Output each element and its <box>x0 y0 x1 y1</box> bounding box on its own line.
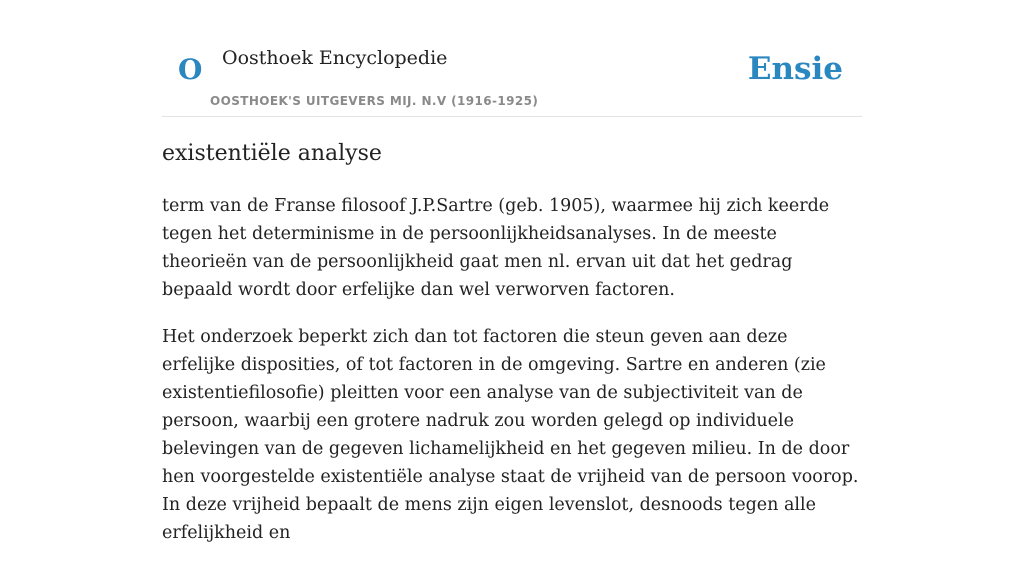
paragraph: term van de Franse filosoof J.P.Sartre (geb. 1905), waarmee hij zich keerde tegen het determinisme in de persoonlijkheidsanalyses. In de meeste theorieën van de persoonlijkheid gaat men nl. ervan uit dat het gedrag bepaald wordt door erfelijke dan wel verworven factoren. <box>162 196 830 300</box>
entry-body <box>162 192 862 566</box>
source-header <box>162 0 862 117</box>
brand-logo[interactable]: Ensie <box>747 51 843 87</box>
publisher-label: OOSTHOEK'S UITGEVERS MIJ. N.V (1916-1925) <box>210 94 539 108</box>
paragraph: Het onderzoek beperkt zich dan tot factoren die steun geven aan deze erfelijke disposities, of tot factoren in de omgeving. Sartre en anderen (zie existentiefilosofie) pleitten voor een analyse van de subjectiviteit van de persoon, waarbij een grotere nadruk zou worden gelegd op individuele belevingen van de gegeven lichamelijkheid en het gegeven milieu. In de door hen voorgestelde existentiële analyse staat de vrijheid van de persoon voorop. In deze vrijheid bepaalt de mens zijn eigen levenslot, desnoods tegen alle erfelijkheid en <box>162 327 859 543</box>
source-logo[interactable]: O <box>178 53 203 86</box>
source-title-link[interactable]: Oosthoek Encyclopedie <box>222 47 448 69</box>
entry-title: existentiële analyse <box>162 141 382 166</box>
